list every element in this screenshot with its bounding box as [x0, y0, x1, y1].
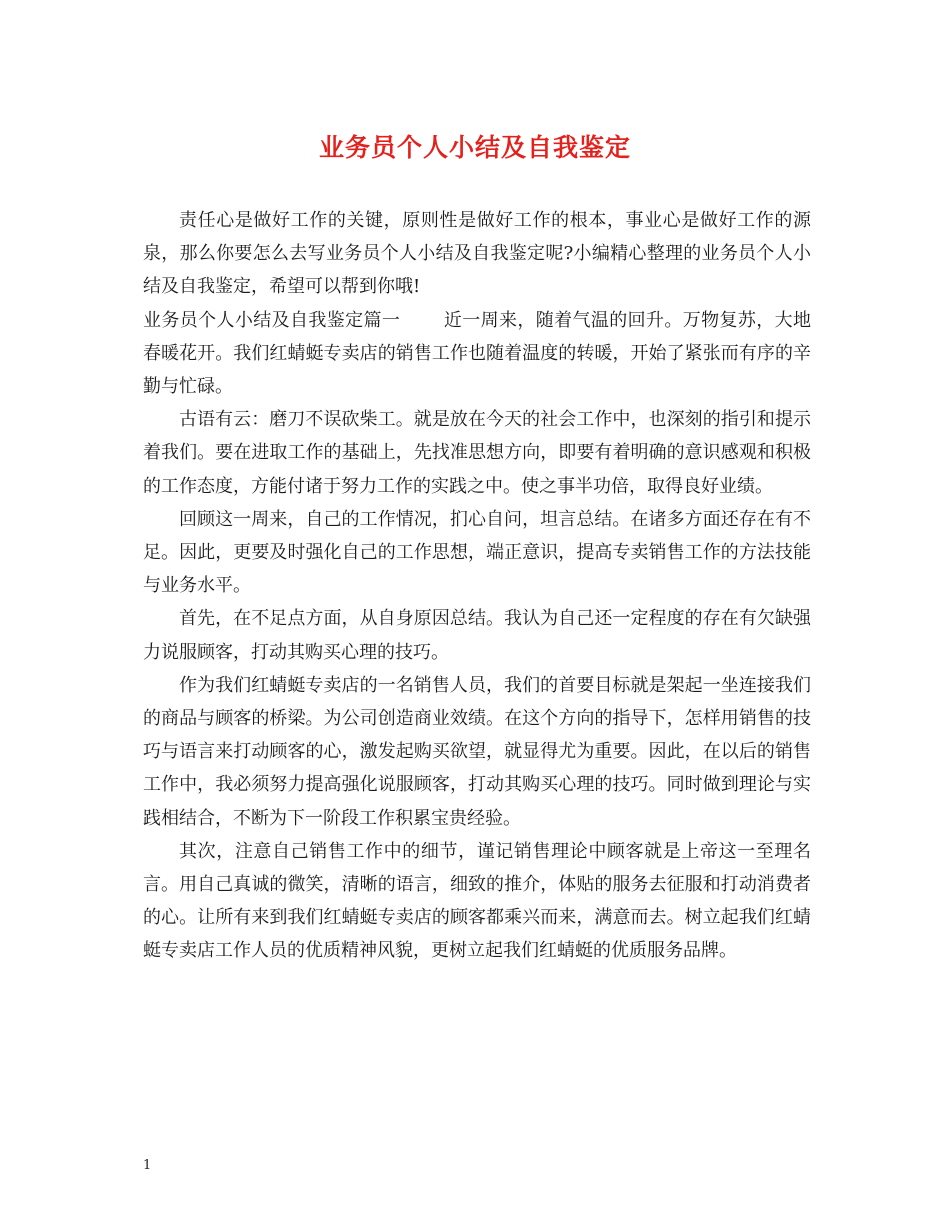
body-paragraph: 其次，注意自己销售工作中的细节，谨记销售理论中顾客就是上帝这一至理名言。用自己真诚的微笑，清晰的语言，细致的推介，体贴的服务去征服和打动消费者的心。让所有来到我们红蜻蜓专卖店的顾客都乘兴而来，满意而去。树立起我们红蜻蜓专卖店工作人员的优质精神风貌，更树立起我们红蜻蜓的优质服务品牌。 [143, 840, 811, 962]
body-paragraph: 回顾这一周来，自己的工作情况，扪心自问，坦言总结。在诸多方面还存在有不足。因此，更要及时强化自己的工作思想，端正意识，提高专卖销售工作的方法技能与业务水平。 [143, 508, 811, 597]
document-body [143, 204, 811, 968]
section-paragraph [143, 304, 811, 404]
section-first-text: 近一周来，随着气温的回升。万物复苏，大地春暖花开。我们红蜻蜓专卖店的销售工作也随着温度的转暖，开始了紧张而有序的辛勤与忙碌。 [143, 309, 812, 398]
body-paragraph: 古语有云：磨刀不误砍柴工。就是放在今天的社会工作中，也深刻的指引和提示着我们。要在进取工作的基础上，先找准思想方向，即要有着明确的意识感观和积极的工作态度，方能付诸于努力工作的实践之中。使之事半功倍，取得良好业绩。 [143, 409, 811, 497]
body-paragraph: 首先，在不足点方面，从自身原因总结。我认为自己还一定程度的存在有欠缺强力说服顾客，打动其购买心理的技巧。 [143, 608, 811, 663]
body-paragraph: 作为我们红蜻蜓专卖店的一名销售人员，我们的首要目标就是架起一坐连接我们的商品与顾客的桥梁。为公司创造商业效绩。在这个方向的指导下，怎样用销售的技巧与语言来打动顾客的心，激发起购买欲望，就显得尤为重要。因此，在以后的销售工作中，我必须努力提高强化说服顾客，打动其购买心理的技巧。同时做到理论与实践相结合，不断为下一阶段工作积累宝贵经验。 [143, 674, 811, 829]
intro-paragraph: 责任心是做好工作的关键，原则性是做好工作的根本，事业心是做好工作的源泉，那么你要怎么去写业务员个人小结及自我鉴定呢?小编精心整理的业务员个人小结及自我鉴定，希望可以帮到你哦! [143, 210, 811, 298]
page-number: 1 [143, 1158, 152, 1173]
document-title: 业务员个人小结及自我鉴定 [318, 133, 631, 162]
section-heading: 业务员个人小结及自我鉴定篇一 [143, 309, 401, 331]
